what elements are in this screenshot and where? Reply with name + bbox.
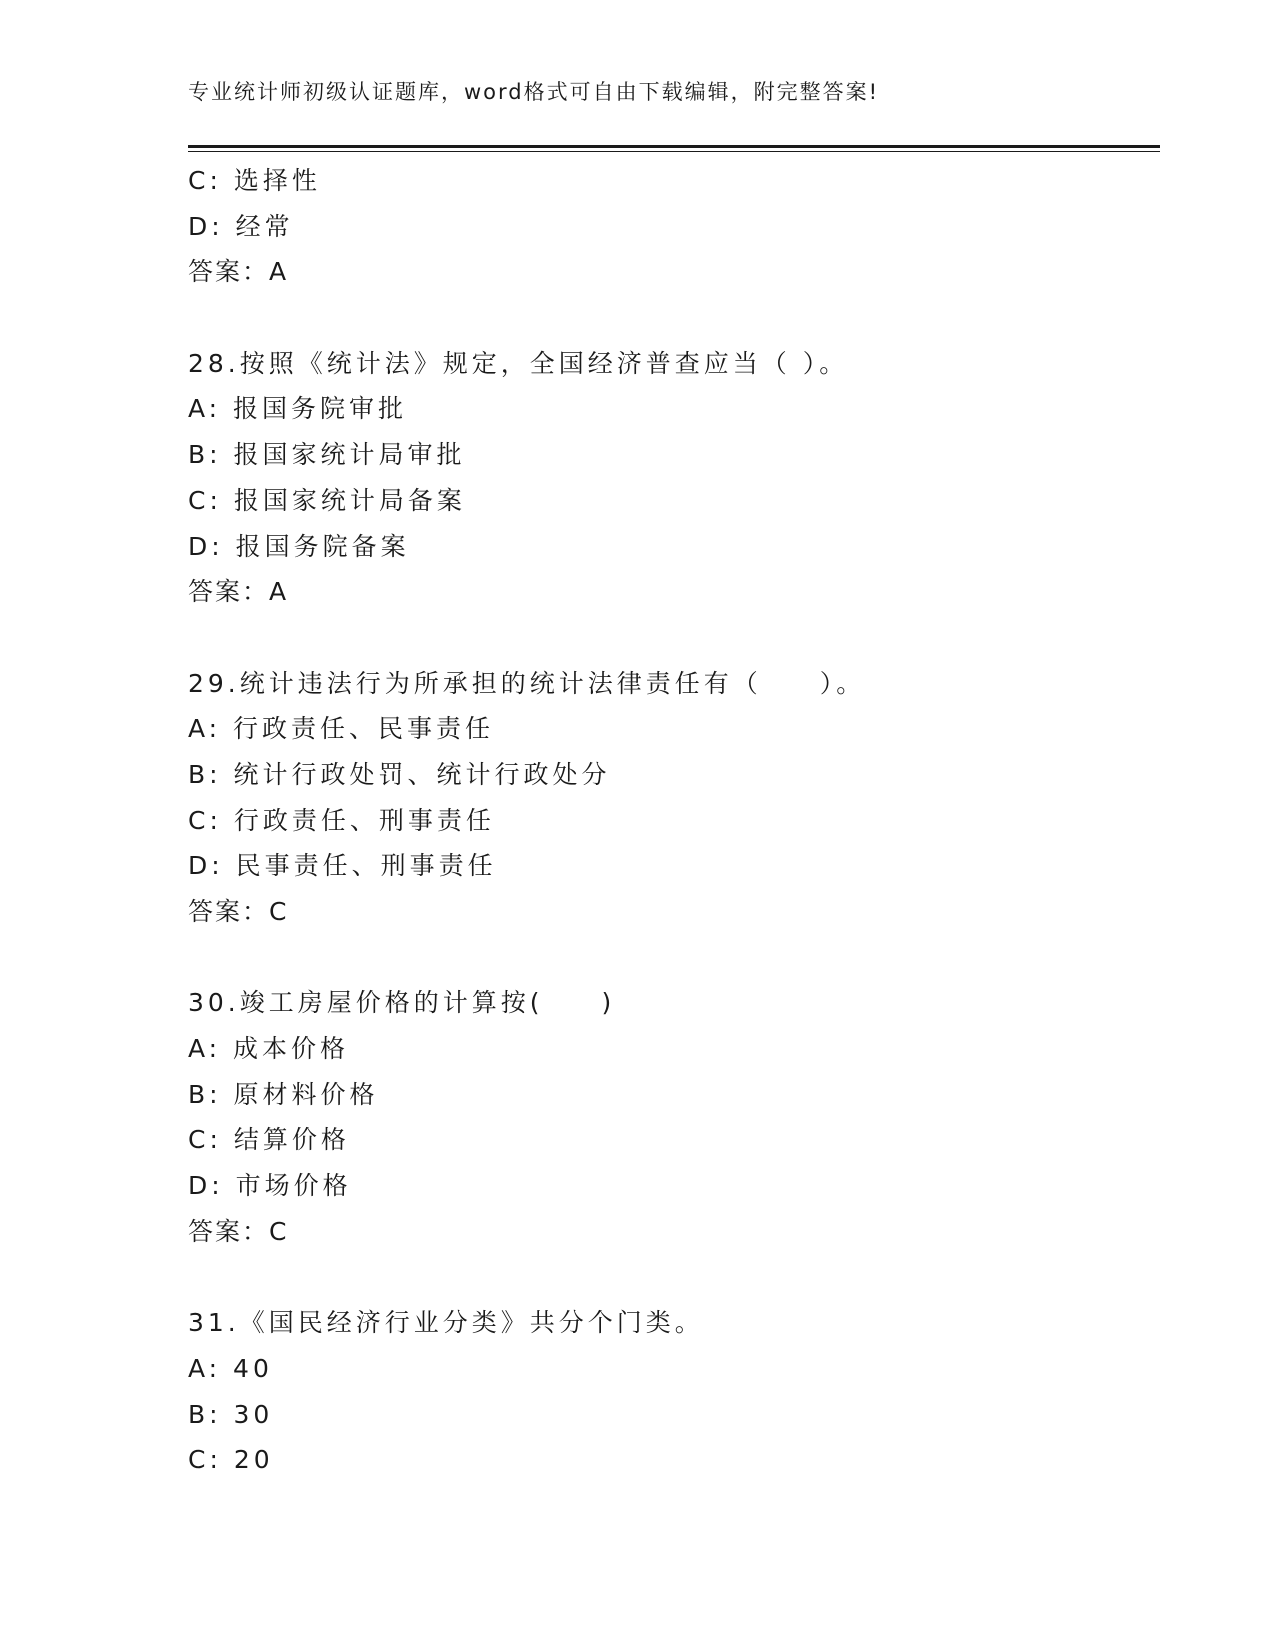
answer: 答案：C — [188, 897, 289, 926]
option-text: 经常 — [235, 211, 294, 241]
question-content — [188, 158, 1160, 1483]
option-label: C: — [188, 1125, 222, 1155]
option-label: B: — [188, 1079, 222, 1109]
option-text: 结算价格 — [233, 1125, 350, 1155]
option-label: A: — [188, 714, 222, 744]
option-label: A: — [188, 1034, 222, 1064]
option-text: 市场价格 — [235, 1171, 352, 1201]
option-text: 统计行政处罚、统计行政处分 — [233, 759, 611, 789]
question-stem: 30.竣工房屋价格的计算按( ) — [188, 988, 616, 1018]
option-b — [188, 752, 1160, 798]
option-label: C: — [188, 485, 222, 515]
option-a — [188, 706, 1160, 752]
option-label: D: — [188, 211, 224, 241]
option-label: A: — [188, 394, 222, 424]
option-b — [188, 1392, 1160, 1438]
option-text: 民事责任、刑事责任 — [235, 851, 497, 881]
option-label: D: — [188, 1171, 224, 1201]
option-b — [188, 1072, 1160, 1118]
question-stem: 29.统计违法行为所承担的统计法律责任有（ ）。 — [188, 668, 866, 698]
question-27-continuation — [188, 158, 1160, 295]
option-text: 原材料价格 — [233, 1079, 379, 1109]
answer: 答案：A — [188, 577, 289, 607]
option-label: D: — [188, 851, 224, 881]
option-label: B: — [188, 759, 222, 789]
option-text: 选择性 — [233, 166, 321, 195]
answer: 答案：A — [188, 257, 289, 287]
header-rule-thin — [188, 151, 1160, 152]
option-text: 行政责任、民事责任 — [233, 714, 495, 744]
option-text: 报国务院审批 — [233, 394, 408, 424]
option-label: C: — [188, 1445, 222, 1475]
option-label: C: — [188, 805, 222, 835]
option-text: 行政责任、刑事责任 — [233, 805, 495, 835]
option-c — [188, 798, 1160, 844]
option-c — [188, 1437, 1160, 1483]
question-stem: 28.按照《统计法》规定，全国经济普查应当（ ）。 — [188, 348, 849, 378]
option-a — [188, 1026, 1160, 1072]
option-text: 40 — [233, 1353, 273, 1383]
option-text: 30 — [233, 1399, 274, 1429]
option-text: 20 — [233, 1445, 274, 1475]
option-text: 报国家统计局审批 — [233, 440, 466, 470]
option-label: D: — [188, 531, 224, 561]
question-31 — [188, 1300, 1160, 1483]
option-d — [188, 524, 1160, 570]
option-d — [188, 1163, 1160, 1209]
question-29 — [188, 661, 1160, 935]
option-label: A: — [188, 1353, 222, 1383]
option-c — [188, 478, 1160, 524]
question-stem: 31.《国民经济行业分类》共分个门类。 — [188, 1308, 704, 1338]
option-a — [188, 386, 1160, 432]
question-30 — [188, 980, 1160, 1254]
option-c — [188, 158, 1160, 204]
option-text: 报国务院备案 — [235, 531, 410, 561]
option-label: B: — [188, 1399, 222, 1429]
question-28 — [188, 341, 1160, 615]
option-d — [188, 843, 1160, 889]
answer: 答案：C — [188, 1216, 289, 1246]
option-text: 成本价格 — [233, 1034, 350, 1064]
option-b — [188, 432, 1160, 478]
option-text: 报国家统计局备案 — [233, 485, 466, 515]
option-label: B: — [188, 440, 222, 470]
page-header: 专业统计师初级认证题库，word格式可自由下载编辑，附完整答案! — [188, 80, 880, 104]
option-c — [188, 1117, 1160, 1163]
option-label: C: — [188, 166, 222, 195]
option-d — [188, 204, 1160, 250]
option-a — [188, 1346, 1160, 1392]
header-rule-thick — [188, 145, 1160, 148]
